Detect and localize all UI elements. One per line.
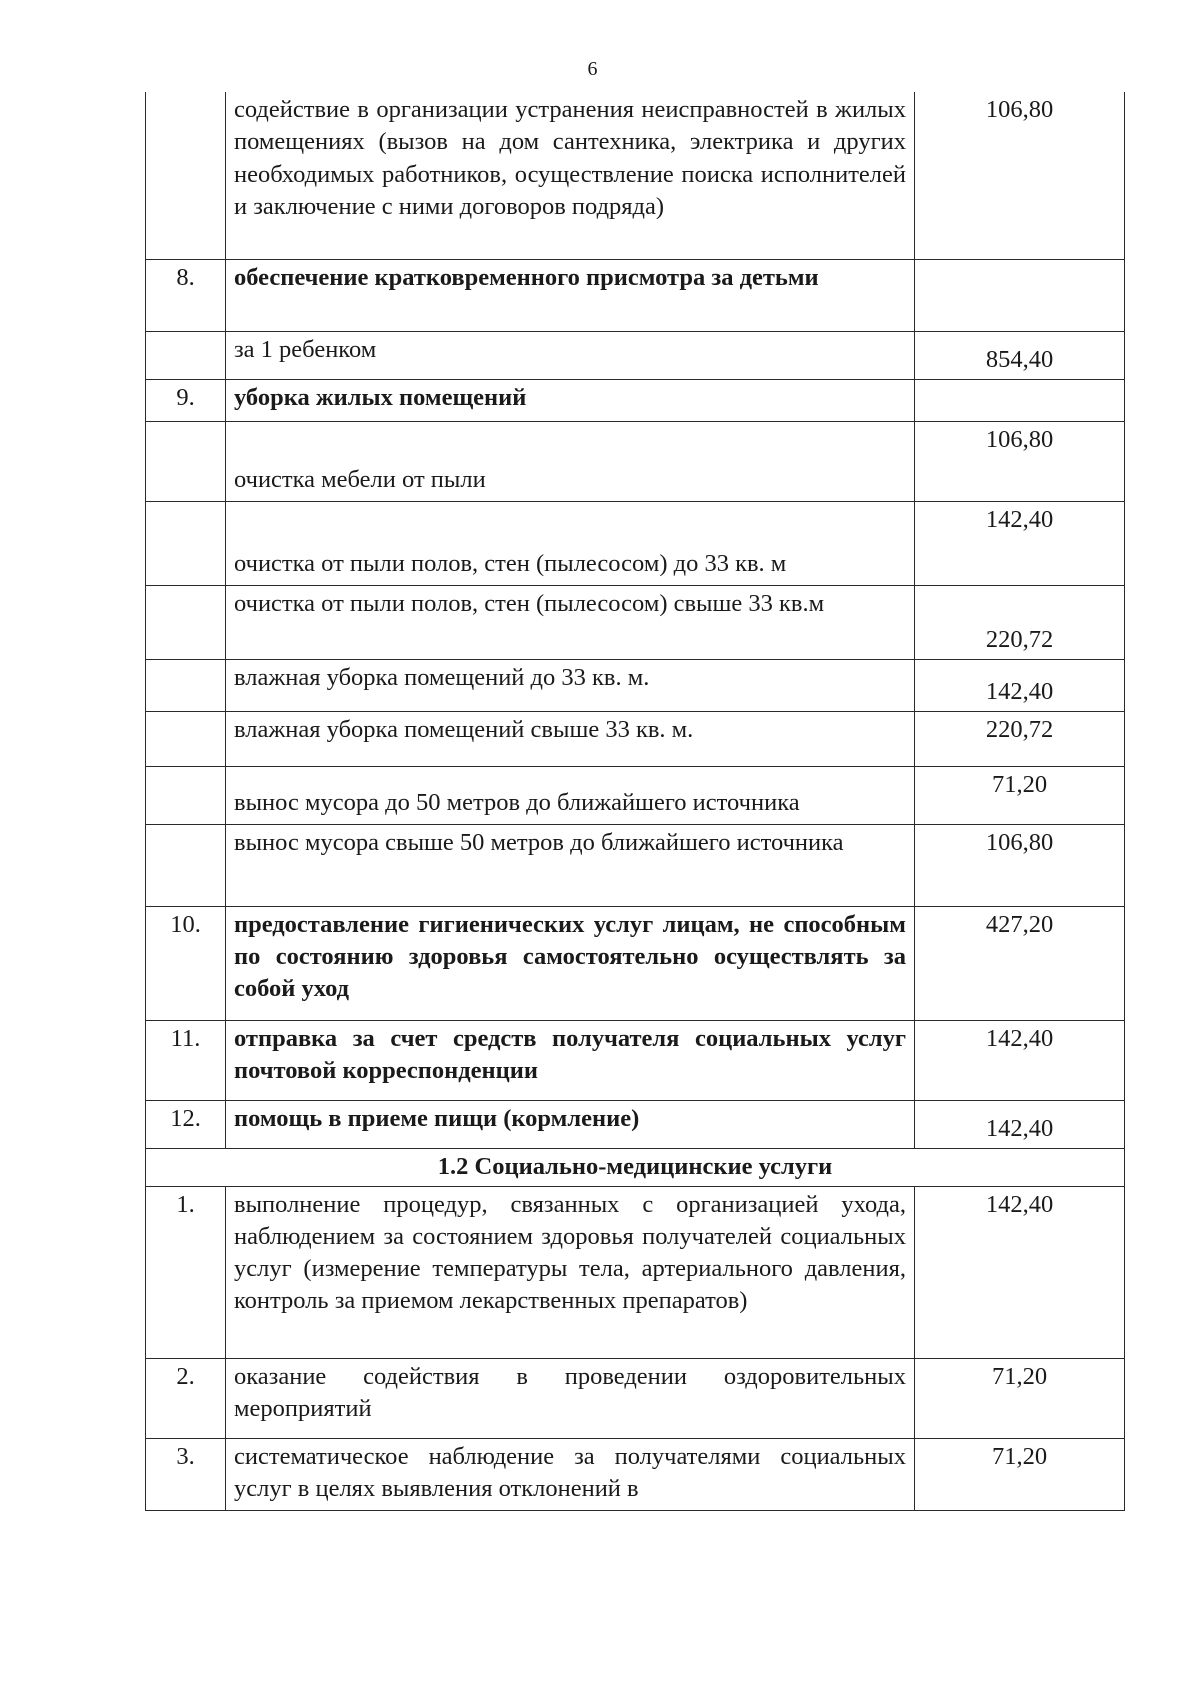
row-number [146,92,226,259]
table-row [146,331,1125,379]
service-price: 71,20 [915,1438,1125,1510]
row-number: 11. [146,1020,226,1100]
service-category: обеспечение кратковременного присмотра за детьми [226,259,915,331]
section-title: 1.2 Социально-медицинские услуги [146,1148,1125,1186]
service-price [915,259,1125,331]
service-category: уборка жилых помещений [226,379,915,421]
service-description: содействие в организации устранения неисправностей в жилых помещениях (вызов на дом сантехника, электрика и других необходимых работников, осуществление поиска исполнителей и заключение с ними договоров подряда) [226,92,915,259]
table-row [146,1438,1125,1510]
service-price: 142,40 [915,1100,1125,1148]
table-row [146,421,1125,501]
row-number [146,711,226,766]
service-description: отправка за счет средств получателя социальных услуг почтовой корреспонденции [226,1020,915,1100]
service-price: 142,40 [915,501,1125,585]
table-row [146,1186,1125,1358]
service-description: вынос мусора свыше 50 метров до ближайшего источника [226,824,915,906]
table-row [146,824,1125,906]
service-description: оказание содействия в проведении оздоровительных мероприятий [226,1358,915,1438]
service-description: влажная уборка помещений свыше 33 кв. м. [226,711,915,766]
table-row [146,1358,1125,1438]
service-description: очистка мебели от пыли [226,421,915,501]
row-number: 3. [146,1438,226,1510]
row-number [146,766,226,824]
service-price: 220,72 [915,711,1125,766]
table-row [146,711,1125,766]
service-description: вынос мусора до 50 метров до ближайшего источника [226,766,915,824]
service-price: 427,20 [915,906,1125,1020]
service-price: 220,72 [915,585,1125,659]
row-number [146,331,226,379]
row-number: 10. [146,906,226,1020]
service-price: 142,40 [915,1020,1125,1100]
row-number [146,421,226,501]
service-price: 106,80 [915,421,1125,501]
service-price: 71,20 [915,766,1125,824]
page-number: 6 [587,58,598,80]
service-description: за 1 ребенком [226,331,915,379]
row-number [146,824,226,906]
row-number [146,585,226,659]
row-number: 9. [146,379,226,421]
service-price: 142,40 [915,659,1125,711]
table-row [146,501,1125,585]
table-row [146,766,1125,824]
service-price: 106,80 [915,824,1125,906]
service-description: влажная уборка помещений до 33 кв. м. [226,659,915,711]
row-number: 12. [146,1100,226,1148]
section-header-row [146,1148,1125,1186]
row-number: 1. [146,1186,226,1358]
table-row [146,379,1125,421]
service-price: 854,40 [915,331,1125,379]
row-number: 2. [146,1358,226,1438]
table-row [146,1100,1125,1148]
row-number [146,659,226,711]
service-price: 106,80 [915,92,1125,259]
service-description: предоставление гигиенических услуг лицам, не способным по состоянию здоровья самостоятельно осуществлять за собой уход [226,906,915,1020]
row-number: 8. [146,259,226,331]
service-description: помощь в приеме пищи (кормление) [226,1100,915,1148]
service-description: выполнение процедур, связанных с организацией ухода, наблюдением за состоянием здоровья получателей социальных услуг (измерение температуры тела, артериального давления, контроль за приемом лекарственных препаратов) [226,1186,915,1358]
service-price: 71,20 [915,1358,1125,1438]
table-row [146,259,1125,331]
services-price-table [145,92,1125,1511]
table-row [146,1020,1125,1100]
service-price: 142,40 [915,1186,1125,1358]
service-description: систематическое наблюдение за получателями социальных услуг в целях выявления отклонений в [226,1438,915,1510]
table-row [146,585,1125,659]
service-description: очистка от пыли полов, стен (пылесосом) свыше 33 кв.м [226,585,915,659]
table-row [146,92,1125,259]
table-row [146,906,1125,1020]
service-price [915,379,1125,421]
row-number [146,501,226,585]
table-row [146,659,1125,711]
service-description: очистка от пыли полов, стен (пылесосом) до 33 кв. м [226,501,915,585]
